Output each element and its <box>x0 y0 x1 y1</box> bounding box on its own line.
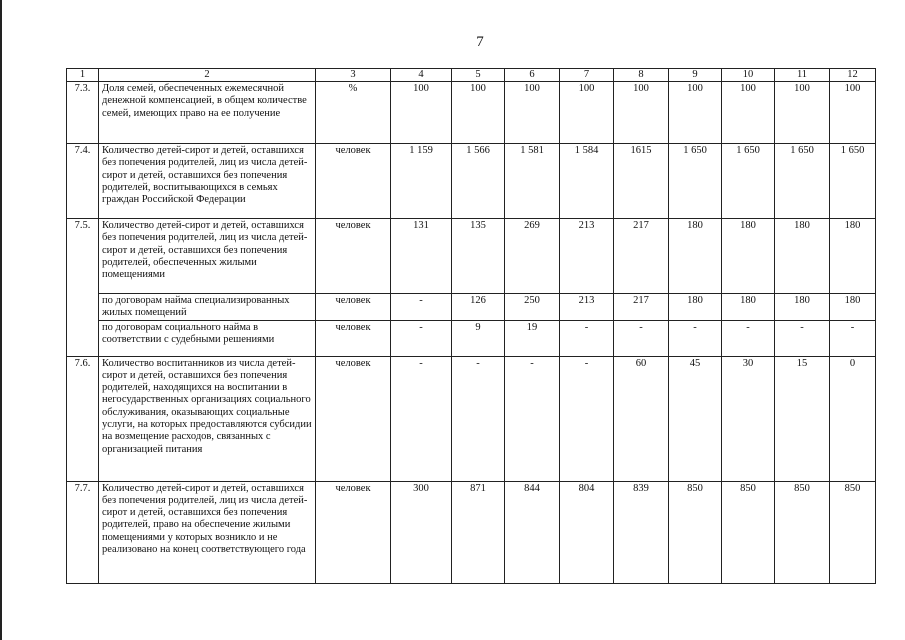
row-value: 850 <box>830 481 876 583</box>
row-unit: человек <box>316 481 391 583</box>
row-value: 0 <box>830 356 876 481</box>
header-cell: 12 <box>830 69 876 82</box>
row-number: 7.5. <box>67 219 99 294</box>
row-description: Доля семей, обеспеченных ежемесячной денежной компенсацией, в общем количестве семей, имеющих право на ее получение <box>99 82 316 144</box>
row-value: 217 <box>614 219 669 294</box>
row-value: 9 <box>452 320 505 356</box>
row-description: Количество воспитанников из числа детей-сирот и детей, оставшихся без попечения родителей, находящихся на воспитании в негосударственных организациях социального обслуживания, оказывающих социальные услуги, на которых предоставляются субсидии на возмещение расходов, связанных с организацией питания <box>99 356 316 481</box>
row-value: - <box>669 320 722 356</box>
table-row <box>67 82 876 144</box>
row-value: - <box>505 356 560 481</box>
table-row <box>67 144 876 219</box>
row-value: 871 <box>452 481 505 583</box>
row-unit: человек <box>316 219 391 294</box>
row-number: 7.7. <box>67 481 99 583</box>
header-cell: 6 <box>505 69 560 82</box>
row-value: 850 <box>669 481 722 583</box>
page-number: 7 <box>476 34 484 50</box>
row-value: - <box>452 356 505 481</box>
row-value: 100 <box>722 82 775 144</box>
table-header-row <box>67 69 876 82</box>
row-value: 1 650 <box>669 144 722 219</box>
row-value: 844 <box>505 481 560 583</box>
indicators-table <box>66 68 876 584</box>
row-value: 60 <box>614 356 669 481</box>
row-value: 300 <box>391 481 452 583</box>
row-description: Количество детей-сирот и детей, оставшихся без попечения родителей, лиц из числа детей-сирот и детей, оставшихся без попечения родителей, воспитывающихся в семьях граждан Российской Федерации <box>99 144 316 219</box>
row-value: 135 <box>452 219 505 294</box>
header-cell: 2 <box>99 69 316 82</box>
row-value: 850 <box>775 481 830 583</box>
row-value: - <box>560 356 614 481</box>
row-description: Количество детей-сирот и детей, оставшихся без попечения родителей, лиц из числа детей-сирот и детей, оставшихся без попечения родителей, право на обеспечение жилыми помещениями у которых возникло и не реализовано на конец соответствующего года <box>99 481 316 583</box>
row-value: 180 <box>669 219 722 294</box>
row-value: - <box>722 320 775 356</box>
row-value: - <box>391 320 452 356</box>
row-value: - <box>391 294 452 321</box>
table-row <box>67 356 876 481</box>
row-value: 213 <box>560 294 614 321</box>
row-value: 1615 <box>614 144 669 219</box>
row-value: 1 650 <box>722 144 775 219</box>
row-value: 180 <box>775 294 830 321</box>
row-unit: человек <box>316 320 391 356</box>
row-value: 1 650 <box>775 144 830 219</box>
row-value: 804 <box>560 481 614 583</box>
row-value: 180 <box>722 219 775 294</box>
row-value: 30 <box>722 356 775 481</box>
row-value: 100 <box>669 82 722 144</box>
row-value: 180 <box>669 294 722 321</box>
row-description: Количество детей-сирот и детей, оставшихся без попечения родителей, лиц из числа детей-сирот и детей, оставшихся без попечения родителей, обеспеченных жилыми помещениями <box>99 219 316 294</box>
row-value: 45 <box>669 356 722 481</box>
row-value: 1 566 <box>452 144 505 219</box>
row-unit: человек <box>316 144 391 219</box>
row-value: 250 <box>505 294 560 321</box>
header-cell: 10 <box>722 69 775 82</box>
row-value: 180 <box>830 219 876 294</box>
row-value: 217 <box>614 294 669 321</box>
row-number <box>67 294 99 321</box>
row-value: 100 <box>614 82 669 144</box>
row-description: по договорам социального найма в соответствии с судебными решениями <box>99 320 316 356</box>
row-value: 213 <box>560 219 614 294</box>
row-value: - <box>830 320 876 356</box>
header-cell: 8 <box>614 69 669 82</box>
header-cell: 11 <box>775 69 830 82</box>
header-cell: 9 <box>669 69 722 82</box>
table-row <box>67 481 876 583</box>
header-cell: 5 <box>452 69 505 82</box>
row-number: 7.4. <box>67 144 99 219</box>
row-value: 100 <box>452 82 505 144</box>
header-cell: 4 <box>391 69 452 82</box>
row-number <box>67 320 99 356</box>
row-value: 850 <box>722 481 775 583</box>
row-value: 100 <box>560 82 614 144</box>
row-unit: % <box>316 82 391 144</box>
header-cell: 3 <box>316 69 391 82</box>
row-value: 100 <box>391 82 452 144</box>
row-value: - <box>775 320 830 356</box>
table-row <box>67 320 876 356</box>
row-value: 1 581 <box>505 144 560 219</box>
row-unit: человек <box>316 356 391 481</box>
row-value: 1 650 <box>830 144 876 219</box>
row-number: 7.3. <box>67 82 99 144</box>
row-value: 1 159 <box>391 144 452 219</box>
header-cell: 1 <box>67 69 99 82</box>
row-value: - <box>614 320 669 356</box>
row-value: 839 <box>614 481 669 583</box>
row-description: по договорам найма специализированных жилых помещений <box>99 294 316 321</box>
row-unit: человек <box>316 294 391 321</box>
row-value: 126 <box>452 294 505 321</box>
row-value: 15 <box>775 356 830 481</box>
row-value: 19 <box>505 320 560 356</box>
table-row <box>67 219 876 294</box>
row-value: 269 <box>505 219 560 294</box>
row-value: 180 <box>722 294 775 321</box>
table-row <box>67 294 876 321</box>
row-value: 1 584 <box>560 144 614 219</box>
row-value: 180 <box>775 219 830 294</box>
row-value: 180 <box>830 294 876 321</box>
row-value: 100 <box>505 82 560 144</box>
page-left-edge <box>0 0 2 640</box>
row-value: - <box>560 320 614 356</box>
row-value: 100 <box>775 82 830 144</box>
row-value: 100 <box>830 82 876 144</box>
row-value: - <box>391 356 452 481</box>
header-cell: 7 <box>560 69 614 82</box>
row-value: 131 <box>391 219 452 294</box>
row-number: 7.6. <box>67 356 99 481</box>
